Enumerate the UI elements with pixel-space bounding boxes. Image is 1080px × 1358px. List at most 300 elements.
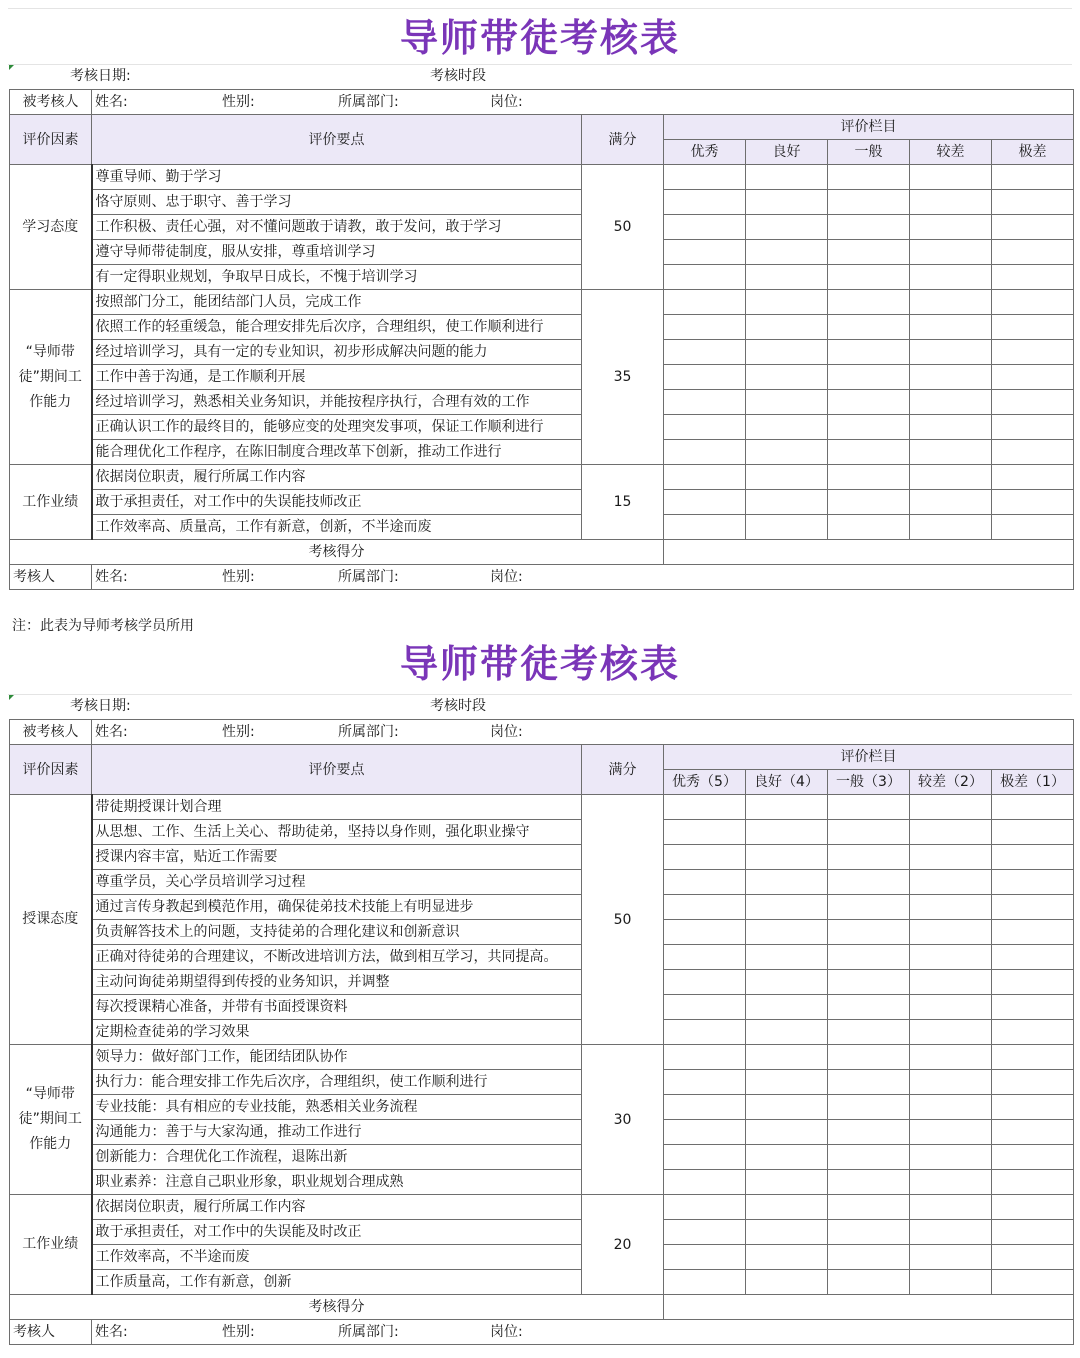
grade-input-cell[interactable] (746, 265, 828, 290)
evaluation-point: 依据岗位职责，履行所属工作内容 (92, 465, 582, 490)
grade-input-cell[interactable] (746, 290, 828, 315)
grade-input-cell[interactable] (992, 795, 1074, 820)
criteria-row (10, 465, 1074, 490)
grade-input-cell[interactable] (910, 490, 992, 515)
grade-input-cell[interactable] (664, 365, 746, 390)
grade-input-cell[interactable] (664, 920, 746, 945)
grade-input-cell[interactable] (664, 165, 746, 190)
evaluation-point: 主动问询徒弟期望得到传授的业务知识，并调整 (92, 970, 582, 995)
grade-input-cell[interactable] (746, 315, 828, 340)
grade-input-cell[interactable] (910, 315, 992, 340)
grade-input-cell[interactable] (992, 1020, 1074, 1045)
date-label: 考核日期: (70, 698, 131, 714)
grade-input-cell[interactable] (992, 995, 1074, 1020)
grade-input-cell[interactable] (992, 1170, 1074, 1195)
factor-category: 工作业绩 (10, 1195, 92, 1295)
grade-input-cell[interactable] (992, 390, 1074, 415)
grade-input-cell[interactable] (664, 1245, 746, 1270)
grade-input-cell[interactable] (910, 515, 992, 540)
grade-input-cell[interactable] (828, 340, 910, 365)
grade-input-cell[interactable] (664, 1195, 746, 1220)
examinee-info-cell[interactable] (92, 720, 1074, 745)
grade-input-cell[interactable] (746, 415, 828, 440)
total-label: 考核得分 (10, 540, 664, 565)
grade-input-cell[interactable] (664, 870, 746, 895)
grade-input-cell[interactable] (910, 215, 992, 240)
grade-input-cell[interactable] (910, 365, 992, 390)
evaluation-point: 沟通能力：善于与大家沟通，推动工作进行 (92, 1120, 582, 1145)
gender-label: 性别: (222, 724, 255, 740)
criteria-row (10, 995, 1074, 1020)
criteria-row (10, 870, 1074, 895)
grade-input-cell[interactable] (664, 1170, 746, 1195)
grade-input-cell[interactable] (746, 945, 828, 970)
grade-input-cell[interactable] (992, 240, 1074, 265)
grade-input-cell[interactable] (910, 1070, 992, 1095)
evaluation-point: 从思想、工作、生活上关心、帮助徒弟，坚持以身作则，强化职业操守 (92, 820, 582, 845)
criteria-row (10, 215, 1074, 240)
grade-input-cell[interactable] (910, 415, 992, 440)
evaluation-point: 敢于承担责任，对工作中的失误能及时改正 (92, 1220, 582, 1245)
grade-input-cell[interactable] (910, 1120, 992, 1145)
grade-input-cell[interactable] (828, 995, 910, 1020)
grade-input-cell[interactable] (746, 340, 828, 365)
grade-input-cell[interactable] (664, 1095, 746, 1120)
grade-input-cell[interactable] (910, 1245, 992, 1270)
grade-input-cell[interactable] (746, 995, 828, 1020)
grade-input-cell[interactable] (746, 440, 828, 465)
grid-line (8, 8, 1072, 9)
grade-input-cell[interactable] (664, 945, 746, 970)
grade-input-cell[interactable] (910, 820, 992, 845)
header-row (10, 115, 1074, 140)
grade-input-cell[interactable] (828, 165, 910, 190)
grade-input-cell[interactable] (828, 1170, 910, 1195)
assessment-table (9, 89, 1074, 590)
grade-input-cell[interactable] (992, 1270, 1074, 1295)
grade-input-cell[interactable] (992, 820, 1074, 845)
grade-input-cell[interactable] (992, 440, 1074, 465)
grade-input-cell[interactable] (910, 440, 992, 465)
total-score-cell[interactable] (664, 540, 1074, 565)
grade-input-cell[interactable] (664, 1145, 746, 1170)
factor-category: “导师带徒”期间工作能力 (10, 1045, 92, 1195)
grade-input-cell[interactable] (828, 440, 910, 465)
criteria-row (10, 1070, 1074, 1095)
grade-input-cell[interactable] (664, 1020, 746, 1045)
examinee-info-cell[interactable] (92, 90, 1074, 115)
assessment-table (9, 719, 1074, 1345)
form-title: 导师带徒考核表 (399, 16, 680, 60)
evaluation-point: 尊重导师、勤于学习 (92, 165, 582, 190)
grade-input-cell[interactable] (828, 365, 910, 390)
criteria-body (10, 795, 1074, 1295)
grade-input-cell[interactable] (910, 970, 992, 995)
grade-input-cell[interactable] (910, 1045, 992, 1070)
grade-input-cell[interactable] (664, 1270, 746, 1295)
post-label: 岗位: (490, 569, 523, 585)
grade-input-cell[interactable] (992, 1045, 1074, 1070)
grade-input-cell[interactable] (664, 1070, 746, 1095)
criteria-row (10, 1095, 1074, 1120)
header-row (10, 745, 1074, 770)
criteria-row (10, 315, 1074, 340)
evaluation-point: 定期检查徒弟的学习效果 (92, 1020, 582, 1045)
grade-input-cell[interactable] (910, 240, 992, 265)
full-score-value: 20 (582, 1195, 664, 1295)
grade-input-cell[interactable] (746, 365, 828, 390)
factor-header: 评价因素 (10, 745, 92, 795)
criteria-row (10, 290, 1074, 315)
grade-input-cell[interactable] (828, 1070, 910, 1095)
date-label: 考核日期: (70, 68, 131, 84)
grade-input-cell[interactable] (746, 795, 828, 820)
grade-input-cell[interactable] (828, 1245, 910, 1270)
grade-input-cell[interactable] (992, 895, 1074, 920)
evaluation-point: 工作积极、责任心强，对不懂问题敢于请教，敢于发问，敢于学习 (92, 215, 582, 240)
evaluation-point: 执行力：能合理安排工作先后次序，合理组织，使工作顺利进行 (92, 1070, 582, 1095)
grade-input-cell[interactable] (992, 190, 1074, 215)
full-score-value: 50 (582, 795, 664, 1045)
evaluation-point: 每次授课精心准备，并带有书面授课资料 (92, 995, 582, 1020)
full-score-value: 15 (582, 465, 664, 540)
grade-input-cell[interactable] (746, 1195, 828, 1220)
grade-input-cell[interactable] (828, 970, 910, 995)
grade-input-cell[interactable] (664, 795, 746, 820)
total-row (10, 540, 1074, 565)
name-label: 姓名: (95, 569, 128, 585)
grade-input-cell[interactable] (746, 1120, 828, 1145)
examiner-info-cell[interactable] (92, 565, 1074, 590)
grid-line (8, 64, 1072, 65)
grade-input-cell[interactable] (910, 165, 992, 190)
grade-input-cell[interactable] (910, 795, 992, 820)
gender-label: 性别: (222, 1324, 255, 1340)
grade-input-cell[interactable] (992, 465, 1074, 490)
grade-input-cell[interactable] (910, 895, 992, 920)
grade-input-cell[interactable] (828, 1020, 910, 1045)
grade-input-cell[interactable] (828, 895, 910, 920)
examinee-label: 被考核人 (10, 720, 92, 745)
criteria-row (10, 1270, 1074, 1295)
grade-input-cell[interactable] (664, 465, 746, 490)
grade-input-cell[interactable] (746, 1095, 828, 1120)
grade-input-cell[interactable] (992, 490, 1074, 515)
grade-input-cell[interactable] (746, 1045, 828, 1070)
evaluation-point: 职业素养：注意自己职业形象，职业规划合理成熟 (92, 1170, 582, 1195)
period-label: 考核时段 (430, 698, 486, 714)
grade-input-cell[interactable] (828, 870, 910, 895)
grade-input-cell[interactable] (910, 945, 992, 970)
grade-input-cell[interactable] (910, 870, 992, 895)
grade-good: 良好（4） (746, 770, 828, 795)
post-label: 岗位: (490, 1324, 523, 1340)
evaluation-point: 依据岗位职责，履行所属工作内容 (92, 1195, 582, 1220)
grade-input-cell[interactable] (828, 1120, 910, 1145)
grade-input-cell[interactable] (828, 515, 910, 540)
name-label: 姓名: (95, 1324, 128, 1340)
criteria-row (10, 365, 1074, 390)
grade-input-cell[interactable] (992, 845, 1074, 870)
grade-input-cell[interactable] (828, 920, 910, 945)
criteria-row (10, 490, 1074, 515)
grade-input-cell[interactable] (910, 190, 992, 215)
dept-label: 所属部门: (338, 569, 399, 585)
grade-input-cell[interactable] (828, 290, 910, 315)
grade-input-cell[interactable] (992, 365, 1074, 390)
grade-input-cell[interactable] (828, 265, 910, 290)
evaluation-point: 依照工作的轻重缓急，能合理安排先后次序，合理组织，使工作顺利进行 (92, 315, 582, 340)
grade-input-cell[interactable] (664, 1045, 746, 1070)
points-header: 评价要点 (92, 115, 582, 165)
examiner-row (10, 1320, 1074, 1345)
evaluation-point: 带徒期授课计划合理 (92, 795, 582, 820)
grade-input-cell[interactable] (992, 1120, 1074, 1145)
evaluation-point: 敢于承担责任，对工作中的失误能技师改正 (92, 490, 582, 515)
period-label: 考核时段 (430, 68, 486, 84)
grade-input-cell[interactable] (828, 1095, 910, 1120)
grade-input-cell[interactable] (910, 340, 992, 365)
post-label: 岗位: (490, 94, 523, 110)
grade-input-cell[interactable] (664, 1120, 746, 1145)
cell-marker-icon (9, 65, 14, 70)
grade-input-cell[interactable] (664, 970, 746, 995)
grade-input-cell[interactable] (746, 1270, 828, 1295)
evaluation-point: 工作效率高，不半途而废 (92, 1245, 582, 1270)
gender-label: 性别: (222, 569, 255, 585)
grade-input-cell[interactable] (992, 1070, 1074, 1095)
grade-input-cell[interactable] (746, 970, 828, 995)
grade-input-cell[interactable] (664, 515, 746, 540)
grade-input-cell[interactable] (746, 1245, 828, 1270)
grade-input-cell[interactable] (664, 215, 746, 240)
grade-input-cell[interactable] (910, 1145, 992, 1170)
grade-input-cell[interactable] (746, 390, 828, 415)
grade-input-cell[interactable] (910, 465, 992, 490)
grade-input-cell[interactable] (910, 920, 992, 945)
name-label: 姓名: (95, 724, 128, 740)
examinee-row (10, 720, 1074, 745)
grade-input-cell[interactable] (992, 970, 1074, 995)
grade-input-cell[interactable] (746, 515, 828, 540)
grade-input-cell[interactable] (992, 1245, 1074, 1270)
grade-input-cell[interactable] (664, 440, 746, 465)
grade-input-cell[interactable] (828, 490, 910, 515)
grade-input-cell[interactable] (992, 290, 1074, 315)
grade-input-cell[interactable] (664, 240, 746, 265)
grade-input-cell[interactable] (910, 1095, 992, 1120)
form-note: 注：此表为导师考核学员所用 (12, 618, 194, 634)
grade-input-cell[interactable] (664, 820, 746, 845)
grade-input-cell[interactable] (992, 215, 1074, 240)
grade-input-cell[interactable] (664, 995, 746, 1020)
grade-input-cell[interactable] (746, 190, 828, 215)
grade-input-cell[interactable] (828, 1045, 910, 1070)
grade-input-cell[interactable] (664, 845, 746, 870)
grade-input-cell[interactable] (910, 845, 992, 870)
evaluation-point: 通过言传身教起到模范作用，确保徒弟技术技能上有明显进步 (92, 895, 582, 920)
grade-input-cell[interactable] (746, 820, 828, 845)
grade-input-cell[interactable] (746, 920, 828, 945)
grade-input-cell[interactable] (746, 1145, 828, 1170)
grade-input-cell[interactable] (910, 1270, 992, 1295)
grade-input-cell[interactable] (664, 340, 746, 365)
factor-category: 学习态度 (10, 165, 92, 290)
criteria-row (10, 920, 1074, 945)
grade-input-cell[interactable] (992, 945, 1074, 970)
criteria-row (10, 1195, 1074, 1220)
grade-input-cell[interactable] (828, 240, 910, 265)
evaluation-point: 恪守原则、忠于职守、善于学习 (92, 190, 582, 215)
criteria-row (10, 1145, 1074, 1170)
grade-good: 良好 (746, 140, 828, 165)
criteria-body (10, 165, 1074, 540)
grade-input-cell[interactable] (992, 415, 1074, 440)
grade-input-cell[interactable] (992, 265, 1074, 290)
grade-input-cell[interactable] (664, 290, 746, 315)
grade-input-cell[interactable] (828, 845, 910, 870)
evaluation-point: 创新能力：合理优化工作流程，退陈出新 (92, 1145, 582, 1170)
grade-input-cell[interactable] (992, 1220, 1074, 1245)
grade-input-cell[interactable] (828, 215, 910, 240)
grade-input-cell[interactable] (664, 265, 746, 290)
evaluation-point: 有一定得职业规划，争取早日成长，不愧于培训学习 (92, 265, 582, 290)
grade-input-cell[interactable] (992, 165, 1074, 190)
grade-input-cell[interactable] (992, 1095, 1074, 1120)
grade-input-cell[interactable] (746, 1070, 828, 1095)
grade-input-cell[interactable] (828, 820, 910, 845)
criteria-row (10, 845, 1074, 870)
grade-input-cell[interactable] (828, 795, 910, 820)
grade-input-cell[interactable] (828, 1195, 910, 1220)
grade-input-cell[interactable] (746, 845, 828, 870)
grade-input-cell[interactable] (992, 870, 1074, 895)
grade-input-cell[interactable] (746, 490, 828, 515)
grade-excellent: 优秀（5） (664, 770, 746, 795)
grade-header: 评价栏目 (664, 745, 1074, 770)
gender-label: 性别: (222, 94, 255, 110)
grade-input-cell[interactable] (746, 1170, 828, 1195)
grade-input-cell[interactable] (664, 390, 746, 415)
criteria-row (10, 190, 1074, 215)
grade-input-cell[interactable] (910, 1220, 992, 1245)
criteria-row (10, 895, 1074, 920)
name-label: 姓名: (95, 94, 128, 110)
grade-input-cell[interactable] (664, 190, 746, 215)
grade-input-cell[interactable] (664, 895, 746, 920)
total-label: 考核得分 (10, 1295, 664, 1320)
criteria-row (10, 1220, 1074, 1245)
criteria-row (10, 795, 1074, 820)
grade-input-cell[interactable] (910, 1020, 992, 1045)
grade-input-cell[interactable] (746, 240, 828, 265)
grade-input-cell[interactable] (828, 415, 910, 440)
grade-input-cell[interactable] (992, 515, 1074, 540)
grade-input-cell[interactable] (910, 1195, 992, 1220)
grade-input-cell[interactable] (992, 340, 1074, 365)
evaluation-point: 经过培训学习，熟悉相关业务知识，并能按程序执行，合理有效的工作 (92, 390, 582, 415)
examinee-row (10, 90, 1074, 115)
total-score-cell[interactable] (664, 1295, 1074, 1320)
criteria-row (10, 1170, 1074, 1195)
criteria-row (10, 1045, 1074, 1070)
criteria-row (10, 515, 1074, 540)
grade-input-cell[interactable] (828, 390, 910, 415)
criteria-row (10, 415, 1074, 440)
full-score-value: 30 (582, 1045, 664, 1195)
cell-marker-icon (9, 695, 14, 700)
grade-input-cell[interactable] (910, 995, 992, 1020)
examiner-label: 考核人 (10, 565, 92, 590)
grade-input-cell[interactable] (992, 315, 1074, 340)
grade-input-cell[interactable] (992, 1195, 1074, 1220)
grade-poor: 较差 (910, 140, 992, 165)
grade-input-cell[interactable] (746, 1220, 828, 1245)
grade-input-cell[interactable] (746, 870, 828, 895)
points-header: 评价要点 (92, 745, 582, 795)
grade-input-cell[interactable] (828, 190, 910, 215)
grade-input-cell[interactable] (992, 1145, 1074, 1170)
grade-input-cell[interactable] (910, 1170, 992, 1195)
factor-category: 授课态度 (10, 795, 92, 1045)
criteria-row (10, 440, 1074, 465)
evaluation-point: 工作质量高，工作有新意，创新 (92, 1270, 582, 1295)
examiner-row (10, 565, 1074, 590)
criteria-row (10, 265, 1074, 290)
grade-input-cell[interactable] (828, 1270, 910, 1295)
grade-input-cell[interactable] (910, 390, 992, 415)
criteria-row (10, 390, 1074, 415)
grade-input-cell[interactable] (910, 265, 992, 290)
criteria-row (10, 1020, 1074, 1045)
evaluation-point: 尊重学员，关心学员培训学习过程 (92, 870, 582, 895)
examinee-label: 被考核人 (10, 90, 92, 115)
grade-input-cell[interactable] (992, 920, 1074, 945)
criteria-row (10, 945, 1074, 970)
grade-input-cell[interactable] (910, 290, 992, 315)
grade-input-cell[interactable] (828, 945, 910, 970)
grade-input-cell[interactable] (664, 1220, 746, 1245)
grade-input-cell[interactable] (664, 490, 746, 515)
examiner-info-cell[interactable] (92, 1320, 1074, 1345)
grade-input-cell[interactable] (664, 415, 746, 440)
grade-header: 评价栏目 (664, 115, 1074, 140)
evaluation-point: 负责解答技术上的问题，支持徒弟的合理化建议和创新意识 (92, 920, 582, 945)
factor-category: 工作业绩 (10, 465, 92, 540)
criteria-row (10, 240, 1074, 265)
grade-input-cell[interactable] (828, 315, 910, 340)
grade-input-cell[interactable] (746, 1020, 828, 1045)
grade-input-cell[interactable] (746, 895, 828, 920)
grade-poor: 较差（2） (910, 770, 992, 795)
grade-input-cell[interactable] (828, 465, 910, 490)
criteria-row (10, 1245, 1074, 1270)
dept-label: 所属部门: (338, 724, 399, 740)
grade-input-cell[interactable] (828, 1220, 910, 1245)
total-row (10, 1295, 1074, 1320)
grade-input-cell[interactable] (664, 315, 746, 340)
grade-input-cell[interactable] (746, 465, 828, 490)
post-label: 岗位: (490, 724, 523, 740)
grade-input-cell[interactable] (746, 215, 828, 240)
grade-input-cell[interactable] (746, 165, 828, 190)
grade-input-cell[interactable] (828, 1145, 910, 1170)
evaluation-point: 经过培训学习，具有一定的专业知识，初步形成解决问题的能力 (92, 340, 582, 365)
criteria-row (10, 165, 1074, 190)
grid-line (8, 694, 1072, 695)
evaluation-point: 正确认识工作的最终目的，能够应变的处理突发事项，保证工作顺利进行 (92, 415, 582, 440)
criteria-row (10, 970, 1074, 995)
